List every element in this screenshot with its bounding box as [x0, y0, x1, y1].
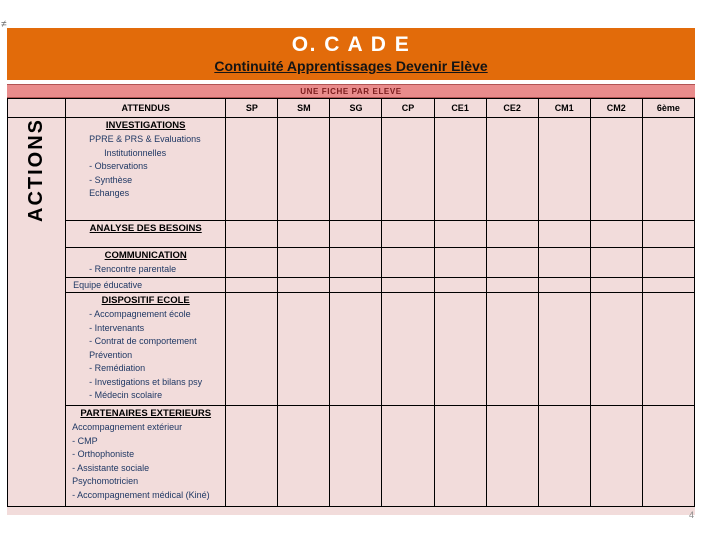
attendus-cell-partenaires: [66, 406, 226, 507]
grade-cell-partenaires-SM: [278, 406, 330, 507]
grade-cell-partenaires-CE2: [486, 406, 538, 507]
grade-header-CP: CP: [382, 99, 434, 118]
grade-cell-partenaires-CM2: [590, 406, 642, 507]
stray-mark: ≠: [1, 19, 7, 30]
slide-number: 4: [688, 510, 694, 520]
grade-cell-communication-CP: [382, 248, 434, 278]
grade-cell-investigations-CE2: [486, 118, 538, 221]
row-title-dispositif: DISPOSITIF ECOLE: [101, 295, 190, 306]
actions-vertical-label: ACTIONS: [25, 118, 48, 222]
banner-text: UNE FICHE PAR ELEVE: [300, 86, 402, 96]
grade-cell-dispositif-CM1: [538, 293, 590, 406]
planning-table: [7, 98, 695, 507]
row-line: - Accompagnement école: [89, 309, 191, 319]
table-row-equipe: [8, 277, 695, 293]
grade-header-6ème: 6ème: [642, 99, 694, 118]
grade-cell-communication-SG: [330, 248, 382, 278]
slide-bottom-strip: [7, 507, 695, 515]
row-line: - Accompagnement médical (Kiné): [72, 489, 210, 500]
grade-header-SP: SP: [226, 99, 278, 118]
grade-cell-investigations-CE1: [434, 118, 486, 221]
table-row-partenaires: [8, 406, 695, 507]
attendus-header-cell: ATTENDUS: [66, 99, 226, 118]
grade-cell-investigations-CP: [382, 118, 434, 221]
table-row-communication: [8, 248, 695, 278]
grade-cell-analyse-CE2: [486, 221, 538, 248]
grade-cell-dispositif-SM: [278, 293, 330, 406]
one-sheet-banner: [7, 84, 695, 98]
row-line: Equipe éducative: [73, 279, 143, 290]
grade-cell-analyse-CM1: [538, 221, 590, 248]
row-line: - Rencontre parentale: [89, 264, 177, 274]
grade-cell-equipe-CM2: [590, 277, 642, 293]
row-line: - Synthèse: [89, 174, 133, 185]
attendus-cell-dispositif: [66, 293, 226, 406]
grade-header-CE1: CE1: [434, 99, 486, 118]
grade-cell-investigations-SM: [278, 118, 330, 221]
grade-cell-communication-CM1: [538, 248, 590, 278]
grade-cell-partenaires-SP: [226, 406, 278, 507]
grade-cell-analyse-CM2: [590, 221, 642, 248]
grade-cell-equipe-CE2: [486, 277, 538, 293]
table-header-row: [8, 99, 695, 118]
attendus-cell-analyse: [66, 221, 226, 248]
grade-cell-dispositif-CM2: [590, 293, 642, 406]
grade-cell-analyse-6ème: [642, 221, 694, 248]
row-line: - Orthophoniste: [72, 449, 135, 459]
grade-cell-dispositif-CE2: [486, 293, 538, 406]
grade-cell-analyse-SM: [278, 221, 330, 248]
grade-cell-investigations-CM1: [538, 118, 590, 221]
row-line: - Assistante sociale: [72, 462, 150, 473]
row-line: Prévention: [89, 349, 133, 360]
row-line: - Médecin scolaire: [89, 390, 163, 400]
grade-cell-dispositif-SG: [330, 293, 382, 406]
table-row-investigations: [8, 118, 695, 221]
row-line: - Remédiation: [89, 363, 146, 373]
grade-header-CE2: CE2: [486, 99, 538, 118]
corner-cell: [8, 99, 66, 118]
grade-cell-partenaires-CP: [382, 406, 434, 507]
attendus-cell-equipe: [66, 277, 226, 293]
slide: [7, 28, 695, 515]
grade-cell-communication-SM: [278, 248, 330, 278]
grade-header-SG: SG: [330, 99, 382, 118]
grade-cell-equipe-6ème: [642, 277, 694, 293]
row-line: - CMP: [72, 435, 98, 446]
grade-cell-investigations-6ème: [642, 118, 694, 221]
grade-cell-equipe-CP: [382, 277, 434, 293]
grade-cell-analyse-SP: [226, 221, 278, 248]
grade-cell-equipe-SP: [226, 277, 278, 293]
row-line: - Investigations et bilans psy: [89, 376, 203, 387]
grade-cell-partenaires-SG: [330, 406, 382, 507]
grade-cell-dispositif-6ème: [642, 293, 694, 406]
grade-cell-equipe-CM1: [538, 277, 590, 293]
grade-cell-investigations-CM2: [590, 118, 642, 221]
grade-header-CM2: CM2: [590, 99, 642, 118]
row-line: Echanges: [89, 188, 130, 198]
grade-cell-communication-CE2: [486, 248, 538, 278]
grade-cell-partenaires-CE1: [434, 406, 486, 507]
grade-cell-communication-CM2: [590, 248, 642, 278]
attendus-cell-communication: [66, 248, 226, 278]
grade-cell-partenaires-CM1: [538, 406, 590, 507]
row-line: - Contrat de comportement: [89, 336, 197, 346]
grade-cell-analyse-SG: [330, 221, 382, 248]
row-line: Psychomotricien: [72, 476, 139, 486]
grade-cell-communication-CE1: [434, 248, 486, 278]
slide-title: O. C A D E: [291, 33, 411, 56]
attendus-cell-investigations: [66, 118, 226, 221]
row-line: Accompagnement extérieur: [72, 422, 183, 432]
table-row-dispositif: [8, 293, 695, 406]
grade-cell-equipe-SG: [330, 277, 382, 293]
grade-cell-analyse-CE1: [434, 221, 486, 248]
grade-cell-equipe-CE1: [434, 277, 486, 293]
slide-header: [7, 28, 695, 80]
row-line: - Observations: [89, 161, 148, 171]
grade-cell-analyse-CP: [382, 221, 434, 248]
row-title-analyse: ANALYSE DES BESOINS: [89, 223, 202, 234]
grade-header-SM: SM: [278, 99, 330, 118]
grade-cell-investigations-SG: [330, 118, 382, 221]
row-title-communication: COMMUNICATION: [104, 250, 187, 261]
grade-cell-dispositif-CP: [382, 293, 434, 406]
grade-cell-equipe-SM: [278, 277, 330, 293]
grade-cell-communication-SP: [226, 248, 278, 278]
grade-cell-dispositif-SP: [226, 293, 278, 406]
actions-cell: [8, 118, 66, 507]
grade-cell-dispositif-CE1: [434, 293, 486, 406]
grade-cell-partenaires-6ème: [642, 406, 694, 507]
slide-subtitle: Continuité Apprentissages Devenir Elève: [214, 58, 488, 74]
grade-cell-communication-6ème: [642, 248, 694, 278]
row-title-partenaires: PARTENAIRES EXTERIEURS: [80, 408, 212, 419]
row-title-investigations: INVESTIGATIONS: [105, 120, 186, 131]
table-row-analyse: [8, 221, 695, 248]
row-line: - Intervenants: [89, 322, 145, 333]
grade-header-CM1: CM1: [538, 99, 590, 118]
row-line: PPRE & PRS & Evaluations Institutionnelles: [89, 134, 201, 158]
grade-cell-investigations-SP: [226, 118, 278, 221]
